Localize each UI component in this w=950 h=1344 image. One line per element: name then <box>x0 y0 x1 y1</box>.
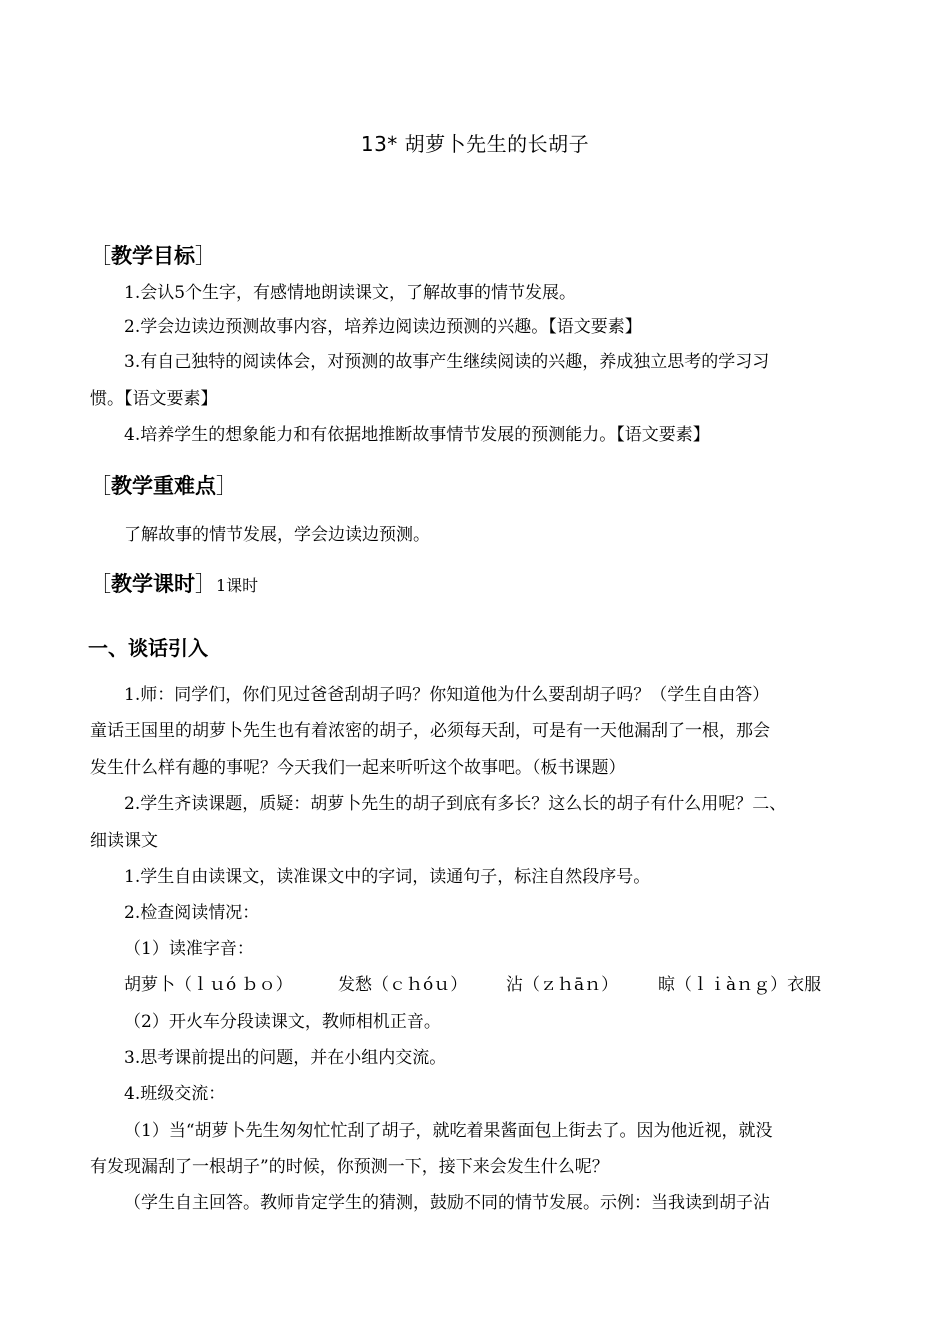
objective-item: 1.会认5个生字，有感情地朗读课文，了解故事的情节发展。 <box>124 283 577 303</box>
paragraph-line: 2.学生齐读课题，质疑：胡萝卜先生的胡子到底有多长？这么长的胡子有什么用呢？二、 <box>124 794 787 814</box>
pinyin-item: 发愁（ｃｈóｕ） <box>338 975 468 995</box>
objective-item: 4.培养学生的想象能力和有依据地推断故事情节发展的预测能力。【语文要素】 <box>124 425 710 445</box>
key-points-heading: ［教学重难点］ <box>90 474 237 498</box>
section-heading: 一、谈话引入 <box>88 636 208 660</box>
objective-item: 3.有自己独特的阅读体会，对预测的故事产生继续阅读的兴趣，养成独立思考的学习习 <box>124 352 770 372</box>
paragraph-line: 3.思考课前提出的问题，并在小组内交流。 <box>124 1048 447 1068</box>
paragraph-line: 发生什么样有趣的事呢？今天我们一起来听听这个故事吧。（板书课题） <box>90 758 626 778</box>
paragraph-line: 1.学生自由读课文，读准课文中的字词，读通句子，标注自然段序号。 <box>124 867 651 887</box>
pinyin-item: 胡萝卜（ｌｕó ｂｏ） <box>124 975 293 995</box>
paragraph-line: 1.师：同学们，你们见过爸爸刮胡子吗？你知道他为什么要刮胡子吗？（学生自由答） <box>124 685 770 705</box>
paragraph-line: （1）当“胡萝卜先生匆匆忙忙刮了胡子，就吃着果酱面包上街去了。因为他近视，就没 <box>124 1121 773 1141</box>
class-hours-heading: ［教学课时］1课时 <box>90 572 259 596</box>
paragraph-line: 4.班级交流： <box>124 1084 226 1104</box>
pinyin-item: 沾（ｚｈāｎ） <box>506 975 619 995</box>
page-title: 13* 胡萝卜先生的长胡子 <box>360 132 590 156</box>
key-points-text: 了解故事的情节发展，学会边读边预测。 <box>124 525 430 545</box>
paragraph-line: 有发现漏刮了一根胡子”的时候，你预测一下，接下来会发生什么呢？ <box>90 1157 609 1177</box>
objectives-heading: ［教学目标］ <box>90 244 216 268</box>
objective-item: 2.学会边读边预测故事内容，培养边阅读边预测的兴趣。【语文要素】 <box>124 317 642 337</box>
pinyin-list <box>90 968 904 1002</box>
paragraph-line: （学生自主回答。教师肯定学生的猜测，鼓励不同的情节发展。示例：当我读到胡子沾 <box>124 1193 770 1213</box>
class-hours-value: 1课时 <box>216 576 259 595</box>
paragraph-line: （2）开火车分段读课文，教师相机正音。 <box>124 1012 441 1032</box>
paragraph-line: 2.检查阅读情况： <box>124 903 260 923</box>
paragraph-line: 童话王国里的胡萝卜先生也有着浓密的胡子，必须每天刮，可是有一天他漏刮了一根，那会 <box>90 721 770 741</box>
paragraph-line: （1）读准字音： <box>124 939 254 959</box>
paragraph-line: 细读课文 <box>90 831 158 851</box>
objective-item: 惯。【语文要素】 <box>90 389 218 409</box>
pinyin-item: 晾（ｌｉàｎｇ）衣服 <box>658 975 822 995</box>
